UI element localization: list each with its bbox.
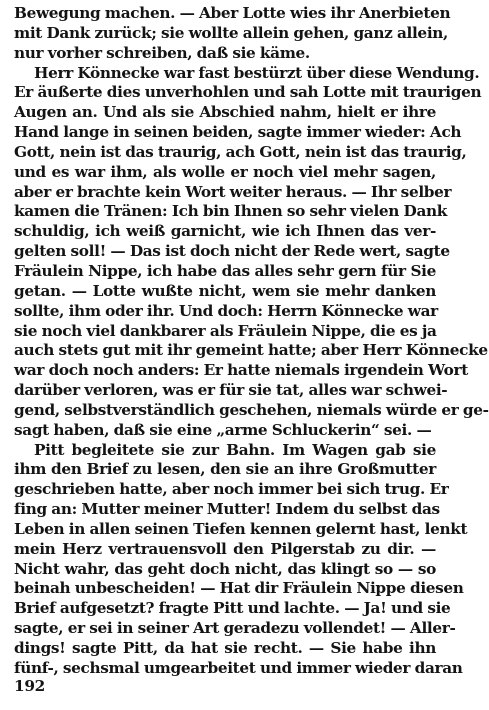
book-page xyxy=(14,4,489,704)
page-number: 192 xyxy=(14,677,46,695)
text-line: Bewegung machen. — Aber Lotte wies ihr Anerbieten xyxy=(14,4,451,22)
text-line: mit Dank zurück; sie wollte allein gehen, ganz allein, xyxy=(14,23,449,42)
text-line: beinah unbescheiden! — Hat dir Fräulein Nippe diesen xyxy=(14,579,464,598)
text-line: Brief aufgesetzt? fragte Pitt und lachte. — Ja! und sie xyxy=(14,599,451,618)
text-line: Gott, nein ist das traurig, ach Gott, nein ist das traurig, xyxy=(14,142,467,161)
text-line: darüber verloren, was er für sie tat, alles war schwei- xyxy=(14,381,448,400)
text-line: und es war ihm, als wolle er noch viel mehr sagen, xyxy=(14,162,436,181)
paragraph-1 xyxy=(14,4,451,64)
text-line: Hand lange in seinen beiden, sagte immer wieder: Ach xyxy=(14,123,462,142)
text-line: geschrieben hatte, aber noch immer bei sich trug. Er xyxy=(14,480,449,499)
paragraph-3 xyxy=(14,440,468,679)
text-line: Er äußerte dies unverhohlen und sah Lotte mit traurigen xyxy=(14,83,482,102)
text-line: ihm den Brief zu lesen, den sie an ihre Großmutter xyxy=(14,460,436,479)
text-line: aber er brachte kein Wort weiter heraus. — Ihr selber xyxy=(14,182,452,201)
text-line: sollte, ihm oder ihr. Und doch: Herrn Könnecke war xyxy=(14,301,438,320)
text-line: Pitt begleitete sie zur Bahn. Im Wagen gab sie xyxy=(34,440,436,459)
text-line: schuldig, ich weiß garnicht, wie ich Ihnen das ver- xyxy=(14,222,436,241)
text-line: Leben in allen seinen Tiefen kennen gelernt hast, lenkt xyxy=(14,519,468,538)
text-line: getan. — Lotte wußte nicht, wem sie mehr danken xyxy=(14,281,436,300)
text-line: mein Herz vertrauensvoll den Pilgerstab zu dir. — xyxy=(14,539,436,558)
text-line: sie noch viel dankbarer als Fräulein Nippe, die es ja xyxy=(14,321,437,340)
text-line: Nicht wahr, das geht doch nicht, das klingt so — so xyxy=(14,559,436,578)
text-line: fünf-, sechsmal umgearbeitet und immer wieder daran xyxy=(14,658,463,677)
text-line: gelten soll! — Das ist doch nicht der Rede wert, sagte xyxy=(14,242,450,261)
text-line: war doch noch anders: Er hatte niemals irgendein Wort xyxy=(14,361,468,380)
paragraph-2 xyxy=(14,63,489,441)
text-line: Herr Könnecke war fast bestürzt über diese Wendung. xyxy=(34,63,480,82)
text-line: sagt haben, daß sie eine „arme Schluckerin“ sei. — xyxy=(14,420,432,439)
text-line: auch stets gut mit ihr gemeint hatte; aber Herr Könnecke xyxy=(14,341,488,360)
text-line: Augen an. Und als sie Abschied nahm, hielt er ihre xyxy=(14,103,436,122)
text-line: gend, selbstverständlich geschehen, niemals würde er ge- xyxy=(14,400,489,419)
text-line: fing an: Mutter meiner Mutter! Indem du selbst das xyxy=(14,500,440,519)
text-line: nur vorher schreiben, daß sie käme. xyxy=(14,43,310,62)
text-line: sagte, er sei in seiner Art geradezu vollendet! — Aller- xyxy=(14,619,456,638)
text-line: Fräulein Nippe, ich habe das alles sehr gern für Sie xyxy=(14,261,436,280)
text-line: dings! sagte Pitt, da hat sie recht. — Sie habe ihn xyxy=(14,639,436,657)
text-line: kamen die Tränen: Ich bin Ihnen so sehr vielen Dank xyxy=(14,202,448,221)
